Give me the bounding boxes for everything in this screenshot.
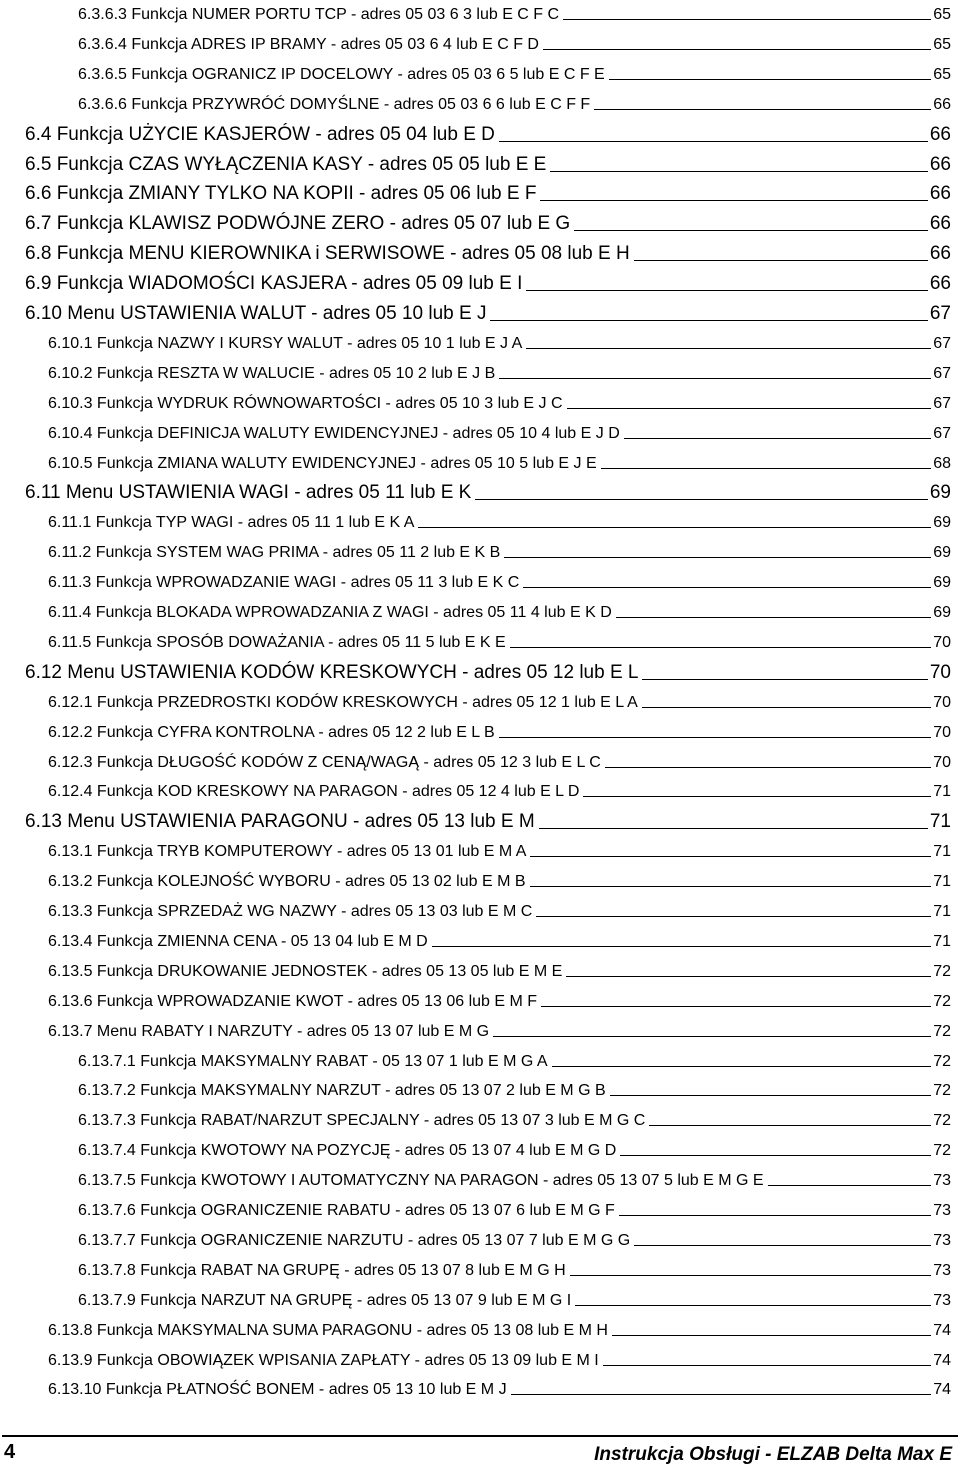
toc-entry-title: 6.4 Funkcja UŻYCIE KASJERÓW - adres 05 04 lub E D (25, 124, 495, 145)
toc-leader-line (526, 348, 931, 349)
toc-entry-page: 71 (933, 783, 951, 800)
toc-entry-page: 72 (933, 1142, 951, 1159)
toc-entry-page: 67 (933, 425, 951, 442)
toc-entry[interactable] (48, 1316, 951, 1340)
footer-document-title: Instrukcja Obsługi - ELZAB Delta Max E (594, 1444, 952, 1465)
toc-leader-line (499, 737, 931, 738)
toc-entry[interactable] (48, 628, 951, 652)
toc-leader-line (510, 647, 932, 648)
toc-leader-line (504, 557, 931, 558)
toc-entry[interactable] (48, 1375, 951, 1399)
toc-leader-line (619, 1215, 931, 1216)
toc-entry-title: 6.3.6.5 Funkcja OGRANICZ IP DOCELOWY - adres 05 03 6 5 lub E C F E (78, 66, 605, 83)
toc-leader-line (634, 260, 928, 261)
toc-entry-page: 71 (933, 933, 951, 950)
toc-entry-title: 6.10.5 Funkcja ZMIANA WALUTY EWIDENCYJNEJ - adres 05 10 5 lub E J E (48, 455, 597, 472)
toc-entry-title: 6.12.3 Funkcja DŁUGOŚĆ KODÓW Z CENĄ/WAGĄ - adres 05 12 3 lub E L C (48, 754, 601, 771)
toc-entry[interactable] (78, 1076, 951, 1100)
toc-entry[interactable] (25, 209, 951, 235)
toc-leader-line (609, 79, 931, 80)
toc-entry-page: 72 (933, 1082, 951, 1099)
toc-leader-line (620, 1155, 931, 1156)
toc-entry-page: 65 (933, 66, 951, 83)
toc-entry-title: 6.13.3 Funkcja SPRZEDAŻ WG NAZWY - adres 05 13 03 lub E M C (48, 903, 533, 920)
toc-entry[interactable] (48, 449, 951, 473)
toc-entry-page: 67 (933, 335, 951, 352)
toc-entry-title: 6.8 Funkcja MENU KIEROWNIKA i SERWISOWE - adres 05 08 lub E H (25, 243, 630, 264)
toc-entry-page: 72 (933, 1053, 951, 1070)
toc-entry-title: 6.13.1 Funkcja TRYB KOMPUTEROWY - adres 05 13 01 lub E M A (48, 843, 527, 860)
toc-entry-page: 71 (933, 843, 951, 860)
toc-entry-page: 72 (933, 1023, 951, 1040)
toc-leader-line (567, 408, 932, 409)
toc-entry-page: 67 (933, 365, 951, 382)
toc-entry[interactable] (48, 419, 951, 443)
toc-leader-line (499, 378, 931, 379)
toc-entry[interactable] (78, 1047, 951, 1071)
toc-entry-page: 69 (929, 482, 951, 503)
toc-entry[interactable] (48, 329, 951, 353)
toc-entry-title: 6.13.7.6 Funkcja OGRANICZENIE RABATU - adres 05 13 07 6 lub E M G F (78, 1202, 615, 1219)
toc-leader-line (616, 617, 931, 618)
toc-entry[interactable] (25, 150, 951, 176)
toc-leader-line (563, 19, 931, 20)
toc-entry-title: 6.13.7.5 Funkcja KWOTOWY I AUTOMATYCZNY NA PARAGON - adres 05 13 07 5 lub E M G E (78, 1172, 764, 1189)
toc-entry-page: 72 (933, 993, 951, 1010)
toc-entry-title: 6.13.4 Funkcja ZMIENNA CENA - 05 13 04 lub E M D (48, 933, 428, 950)
toc-leader-line (574, 230, 928, 231)
toc-leader-line (523, 587, 931, 588)
toc-entry[interactable] (48, 538, 951, 562)
toc-entry-title: 6.13.2 Funkcja KOLEJNOŚĆ WYBORU - adres 05 13 02 lub E M B (48, 873, 526, 890)
toc-entry-title: 6.5 Funkcja CZAS WYŁĄCZENIA KASY - adres 05 05 lub E E (25, 154, 547, 175)
toc-entry-page: 69 (933, 574, 951, 591)
toc-leader-line (634, 1245, 931, 1246)
toc-entry-page: 74 (933, 1352, 951, 1369)
toc-entry-title: 6.13 Menu USTAWIENIA PARAGONU - adres 05 13 lub E M (25, 811, 535, 832)
toc-entry-title: 6.13.9 Funkcja OBOWIĄZEK WPISANIA ZAPŁATY - adres 05 13 09 lub E M I (48, 1352, 599, 1369)
toc-entry-title: 6.11.5 Funkcja SPOSÓB DOWAŻANIA - adres 05 11 5 lub E K E (48, 634, 506, 651)
toc-entry-title: 6.12.4 Funkcja KOD KRESKOWY NA PARAGON - adres 05 12 4 lub E L D (48, 783, 580, 800)
toc-entry[interactable] (25, 478, 951, 504)
toc-leader-line (475, 499, 928, 500)
toc-entry-page: 70 (933, 694, 951, 711)
toc-entry-title: 6.10.1 Funkcja NAZWY I KURSY WALUT - adres 05 10 1 lub E J A (48, 335, 523, 352)
toc-entry[interactable] (25, 299, 951, 325)
toc-entry-title: 6.10.4 Funkcja DEFINICJA WALUTY EWIDENCYJNEJ - adres 05 10 4 lub E J D (48, 425, 620, 442)
toc-entry[interactable] (48, 957, 951, 981)
toc-entry[interactable] (48, 1017, 951, 1041)
toc-entry-title: 6.13.7.3 Funkcja RABAT/NARZUT SPECJALNY - adres 05 13 07 3 lub E M G C (78, 1112, 646, 1129)
toc-leader-line (601, 468, 932, 469)
toc-leader-line (594, 109, 931, 110)
toc-entry-title: 6.12.1 Funkcja PRZEDROSTKI KODÓW KRESKOWYCH - adres 05 12 1 lub E L A (48, 694, 638, 711)
toc-entry-page: 72 (933, 1112, 951, 1129)
toc-entry-page: 66 (929, 124, 951, 145)
toc-leader-line (552, 1066, 932, 1067)
toc-entry[interactable] (78, 0, 951, 24)
toc-leader-line (624, 438, 931, 439)
toc-leader-line (530, 886, 932, 887)
toc-entry-title: 6.13.7.1 Funkcja MAKSYMALNY RABAT - 05 13 07 1 lub E M G A (78, 1053, 548, 1070)
toc-entry[interactable] (48, 837, 951, 861)
toc-entry[interactable] (25, 658, 951, 684)
toc-entry-page: 67 (929, 303, 951, 324)
toc-entry[interactable] (48, 897, 951, 921)
toc-entry-page: 66 (929, 183, 951, 204)
toc-leader-line (526, 290, 928, 291)
toc-entry[interactable] (78, 30, 951, 54)
footer-page-number: 4 (4, 1441, 16, 1463)
toc-entry-title: 6.13.8 Funkcja MAKSYMALNA SUMA PARAGONU - adres 05 13 08 lub E M H (48, 1322, 608, 1339)
toc-entry-page: 71 (933, 903, 951, 920)
toc-leader-line (610, 1095, 932, 1096)
toc-entry-page: 69 (933, 604, 951, 621)
toc-entry[interactable] (48, 748, 951, 772)
toc-entry-page: 66 (929, 213, 951, 234)
toc-entry-title: 6.12 Menu USTAWIENIA KODÓW KRESKOWYCH - adres 05 12 lub E L (25, 662, 639, 683)
toc-entry-title: 6.13.7.7 Funkcja OGRANICZENIE NARZUTU - adres 05 13 07 7 lub E M G G (78, 1232, 631, 1249)
toc-entry[interactable] (78, 90, 951, 114)
toc-leader-line (418, 527, 931, 528)
toc-leader-line (583, 796, 931, 797)
toc-leader-line (540, 200, 927, 201)
toc-entry-title: 6.13.7.8 Funkcja RABAT NA GRUPĘ - adres 05 13 07 8 lub E M G H (78, 1262, 566, 1279)
toc-entry[interactable] (78, 1286, 951, 1310)
toc-entry[interactable] (48, 777, 951, 801)
toc-entry-title: 6.13.6 Funkcja WPROWADZANIE KWOT - adres 05 13 06 lub E M F (48, 993, 538, 1010)
toc-entry[interactable] (25, 179, 951, 205)
toc-entry-page: 66 (929, 243, 951, 264)
toc-entry-page: 73 (933, 1232, 951, 1249)
toc-entry[interactable] (78, 1166, 951, 1190)
toc-entry[interactable] (78, 1256, 951, 1280)
toc-entry-title: 6.13.5 Funkcja DRUKOWANIE JEDNOSTEK - adres 05 13 05 lub E M E (48, 963, 563, 980)
toc-entry[interactable] (48, 568, 951, 592)
toc-entry-title: 6.10.2 Funkcja RESZTA W WALUCIE - adres 05 10 2 lub E J B (48, 365, 496, 382)
toc-entry-page: 73 (933, 1202, 951, 1219)
toc-entry-title: 6.13.7 Menu RABATY I NARZUTY - adres 05 13 07 lub E M G (48, 1023, 490, 1040)
toc-entry-title: 6.10 Menu USTAWIENIA WALUT - adres 05 10 lub E J (25, 303, 487, 324)
toc-entry[interactable] (48, 927, 951, 951)
toc-entry-title: 6.11.1 Funkcja TYP WAGI - adres 05 11 1 lub E K A (48, 514, 415, 531)
toc-entry[interactable] (25, 120, 951, 146)
toc-leader-line (493, 1036, 931, 1037)
toc-entry[interactable] (48, 598, 951, 622)
toc-entry-title: 6.13.7.9 Funkcja NARZUT NA GRUPĘ - adres 05 13 07 9 lub E M G I (78, 1292, 572, 1309)
toc-entry[interactable] (48, 359, 951, 383)
toc-entry-page: 69 (933, 544, 951, 561)
toc-entry-page: 73 (933, 1262, 951, 1279)
toc-entry[interactable] (48, 1346, 951, 1370)
toc-entry-page: 70 (933, 634, 951, 651)
toc-entry-title: 6.13.10 Funkcja PŁATNOŚĆ BONEM - adres 05 13 10 lub E M J (48, 1381, 507, 1398)
toc-entry[interactable] (48, 389, 951, 413)
toc-entry[interactable] (48, 718, 951, 742)
toc-entry[interactable] (48, 867, 951, 891)
toc-entry[interactable] (25, 269, 951, 295)
toc-entry-title: 6.13.7.4 Funkcja KWOTOWY NA POZYCJĘ - adres 05 13 07 4 lub E M G D (78, 1142, 617, 1159)
toc-leader-line (499, 141, 928, 142)
toc-entry-page: 70 (933, 724, 951, 741)
toc-leader-line (768, 1185, 932, 1186)
toc-entry[interactable] (78, 1226, 951, 1250)
toc-leader-line (536, 916, 931, 917)
toc-leader-line (566, 976, 931, 977)
toc-leader-line (511, 1394, 932, 1395)
toc-leader-line (530, 856, 931, 857)
toc-entry-page: 73 (933, 1172, 951, 1189)
toc-entry[interactable] (78, 1136, 951, 1160)
toc-entry-page: 71 (929, 811, 951, 832)
toc-leader-line (642, 707, 931, 708)
toc-entry-title: 6.12.2 Funkcja CYFRA KONTROLNA - adres 05 12 2 lub E L B (48, 724, 495, 741)
toc-entry-page: 74 (933, 1381, 951, 1398)
toc-entry-title: 6.11.2 Funkcja SYSTEM WAG PRIMA - adres 05 11 2 lub E K B (48, 544, 501, 561)
toc-entry-page: 65 (933, 36, 951, 53)
footer-divider (2, 1435, 958, 1437)
toc-entry[interactable] (78, 60, 951, 84)
toc-leader-line (605, 767, 931, 768)
toc-leader-line (603, 1365, 931, 1366)
toc-entry-page: 72 (933, 963, 951, 980)
toc-entry-title: 6.13.7.2 Funkcja MAKSYMALNY NARZUT - adres 05 13 07 2 lub E M G B (78, 1082, 606, 1099)
toc-entry-title: 6.3.6.4 Funkcja ADRES IP BRAMY - adres 05 03 6 4 lub E C F D (78, 36, 539, 53)
toc-leader-line (570, 1275, 932, 1276)
toc-entry-title: 6.6 Funkcja ZMIANY TYLKO NA KOPII - adres 05 06 lub E F (25, 183, 537, 204)
toc-entry[interactable] (48, 987, 951, 1011)
toc-entry-page: 66 (929, 273, 951, 294)
toc-entry-title: 6.3.6.3 Funkcja NUMER PORTU TCP - adres 05 03 6 3 lub E C F C (78, 6, 560, 23)
toc-leader-line (642, 679, 927, 680)
toc-entry-page: 70 (929, 662, 951, 683)
toc-entry-page: 68 (933, 455, 951, 472)
toc-entry-title: 6.10.3 Funkcja WYDRUK RÓWNOWARTOŚCI - adres 05 10 3 lub E J C (48, 395, 563, 412)
toc-entry-title: 6.9 Funkcja WIADOMOŚCI KASJERA - adres 05 09 lub E I (25, 273, 523, 294)
toc-leader-line (541, 1006, 931, 1007)
toc-entry-title: 6.11.4 Funkcja BLOKADA WPROWADZANIA Z WAGI - adres 05 11 4 lub E K D (48, 604, 612, 621)
toc-entry[interactable] (25, 807, 951, 833)
toc-entry-page: 73 (933, 1292, 951, 1309)
toc-entry-page: 66 (933, 96, 951, 113)
toc-leader-line (550, 171, 928, 172)
toc-entry-page: 66 (929, 154, 951, 175)
toc-entry-title: 6.7 Funkcja KLAWISZ PODWÓJNE ZERO - adres 05 07 lub E G (25, 213, 571, 234)
toc-leader-line (612, 1335, 931, 1336)
toc-entry-page: 70 (933, 754, 951, 771)
toc-entry-page: 65 (933, 6, 951, 23)
toc-entry-page: 74 (933, 1322, 951, 1339)
toc-leader-line (575, 1305, 931, 1306)
toc-leader-line (543, 49, 931, 50)
toc-entry[interactable] (48, 688, 951, 712)
toc-leader-line (490, 320, 927, 321)
toc-entry[interactable] (48, 508, 951, 532)
toc-entry[interactable] (78, 1196, 951, 1220)
toc-leader-line (539, 828, 928, 829)
toc-entry-page: 67 (933, 395, 951, 412)
toc-entry[interactable] (78, 1106, 951, 1130)
toc-leader-line (432, 946, 931, 947)
toc-entry-title: 6.3.6.6 Funkcja PRZYWRÓĆ DOMYŚLNE - adres 05 03 6 6 lub E C F F (78, 96, 591, 113)
toc-entry-page: 71 (933, 873, 951, 890)
toc-entry[interactable] (25, 239, 951, 265)
toc-entry-page: 69 (933, 514, 951, 531)
toc-entry-title: 6.11 Menu USTAWIENIA WAGI - adres 05 11 lub E K (25, 482, 472, 503)
toc-leader-line (649, 1125, 931, 1126)
toc-entry-title: 6.11.3 Funkcja WPROWADZANIE WAGI - adres 05 11 3 lub E K C (48, 574, 520, 591)
